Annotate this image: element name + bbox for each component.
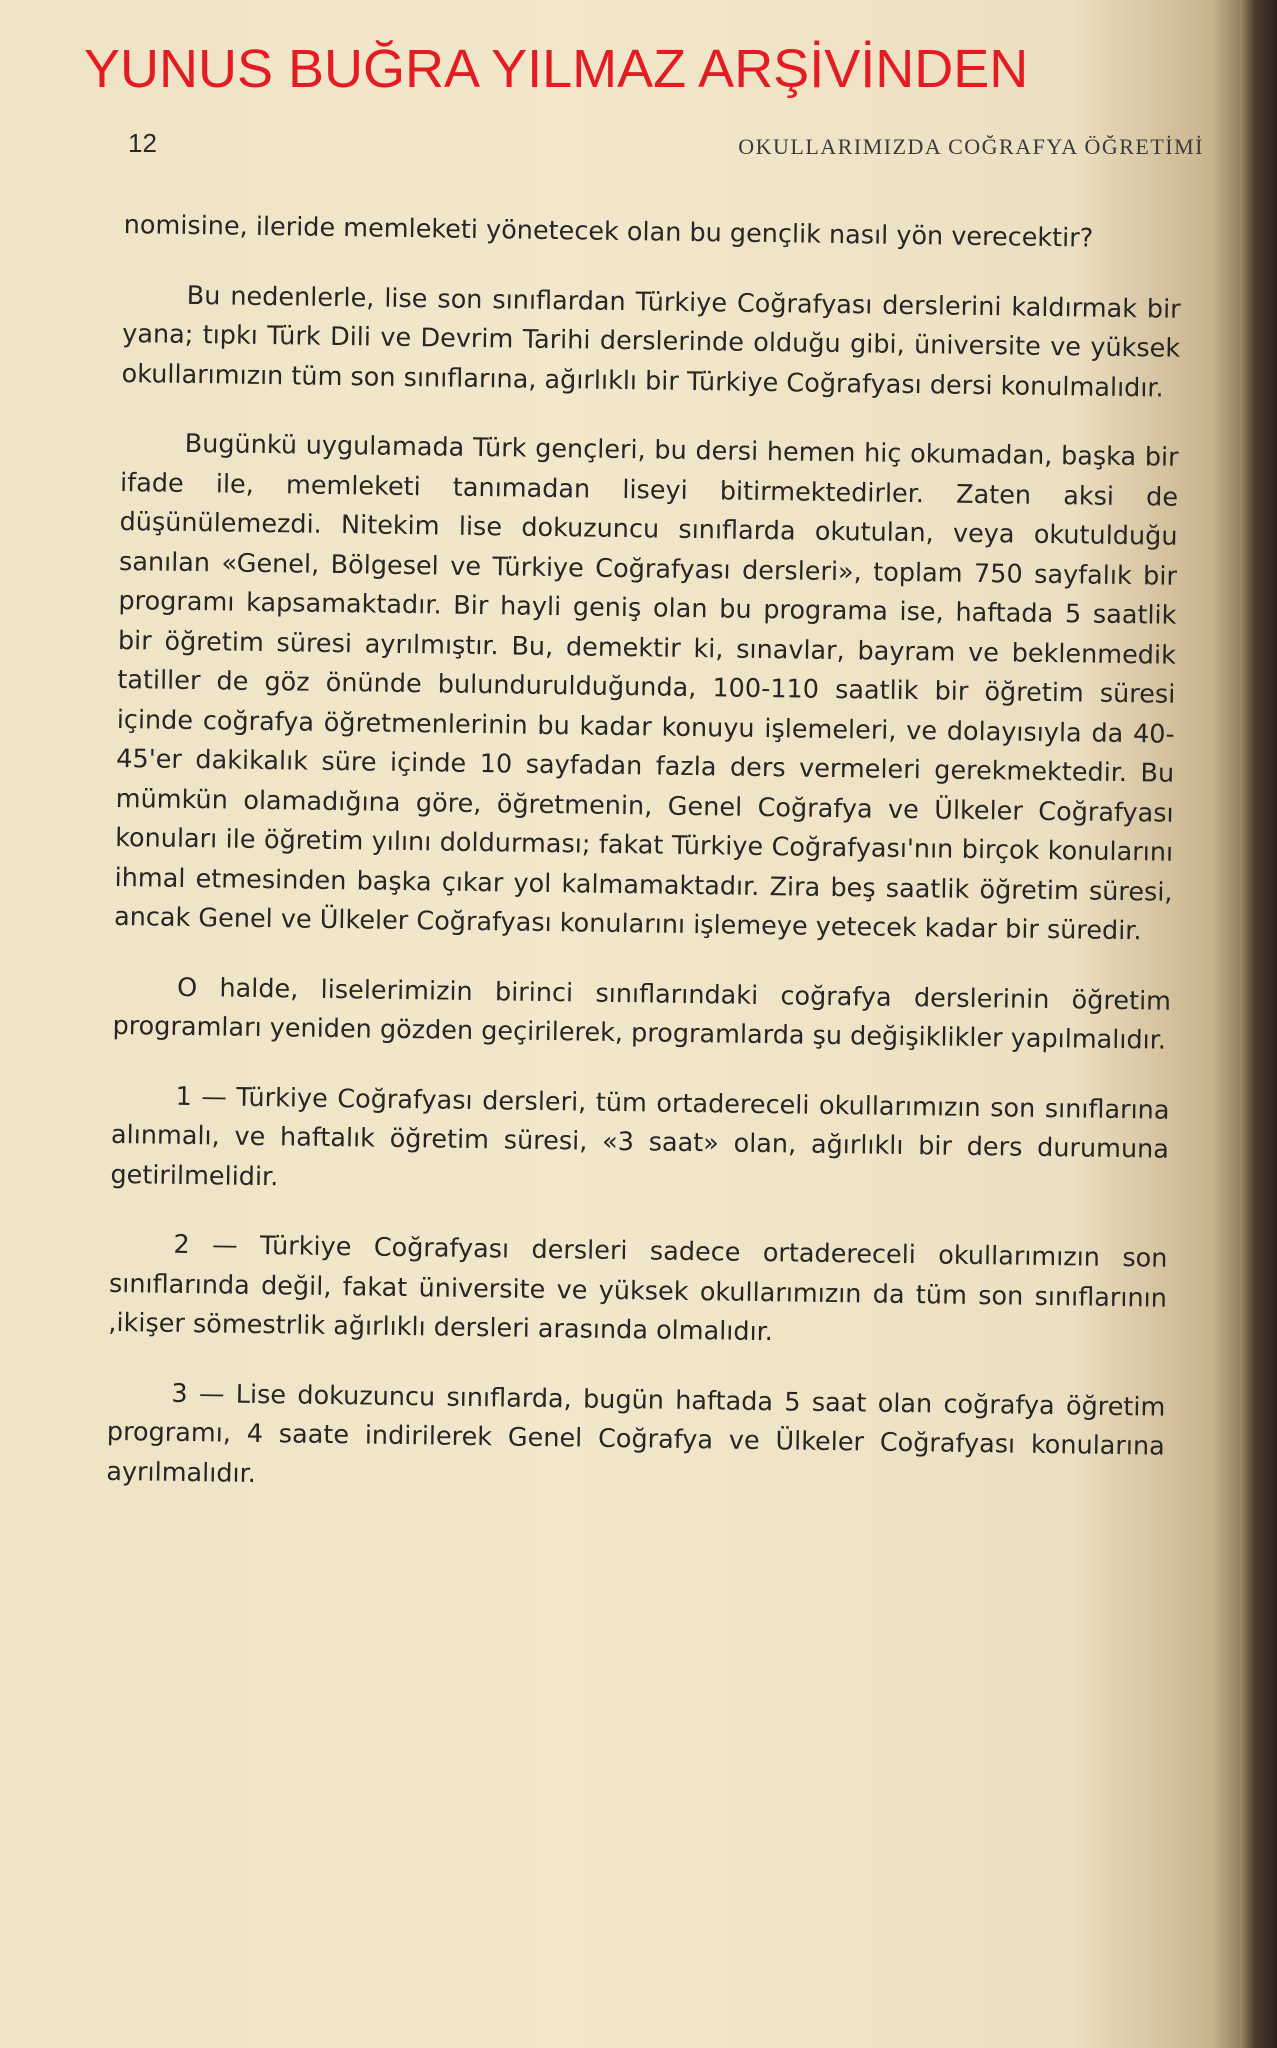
body-text <box>106 206 1182 1537</box>
list-item: 3 — Lise dokuzuncu sınıflarda, bugün haftada 5 saat olan coğrafya öğretim programı, 4 saate indirilerek Genel Coğrafya ve Ülkeler Coğrafyası konularına ayrılmalıdır. <box>106 1378 1166 1489</box>
list-item: 1 — Türkiye Coğrafyası dersleri, tüm ortadereceli okullarımızın son sınıflarına alınmalı, ve haftalık öğretim süresi, «3 saat» olan, ağırlıklı bir ders durumuna getirilmelidir. <box>110 1081 1170 1192</box>
paragraph-continuation: nomisine, ileride memleketi yönetecek olan bu gençlik nasıl yön verecektir? <box>123 209 1094 254</box>
paragraph: Bugünkü uygulamada Türk gençleri, bu dersi hemen hiç okumadan, başka bir ifade ile, memleketi tanımadan liseyi bitirmektedirler. Zaten aksi de düşünülemezdi. Nitekim lise dokuzuncu sınıflarda okutulan, veya okutulduğu sanılan «Genel, Bölgesel ve Türkiye Coğrafyası dersleri», toplam 750 sayfalık bir programı kapsamaktadır. Bir hayli geniş olan bu programa ise, haftada 5 saatlik bir öğretim süresi ayrılmıştır. Bu, demektir ki, sınavlar, bayram ve beklenmedik tatiller de göz önünde bulundurulduğunda, 100-110 saatlik bir öğretim süresi içinde coğrafya öğretmenlerinin bu kadar konuyu işlemeleri, ve dolayısıyla da 40-45'er dakikalık süre içinde 10 sayfadan fazla ders vermeleri gerekmektedir. Bu mümkün olamadığına göre, öğretmenin, Genel Coğrafya ve Ülkeler Coğrafyası konuları ile öğretim yılını doldurması; fakat Türkiye Coğrafyası'nın birçok konularını ihmal etmesinden başka çıkar yol kalmamaktadır. Zira beş saatlik öğretim süresi, ancak Genel ve Ülkeler Coğrafyası konularını işlemeye yetecek kadar bir süredir. <box>113 428 1179 947</box>
page-number: 12 <box>128 128 157 158</box>
page-edge-shadow <box>1240 0 1277 2048</box>
archive-watermark: YUNUS BUĞRA YILMAZ ARŞİVİNDEN <box>84 39 1029 99</box>
paragraph: O halde, liselerimizin birinci sınıflarındaki coğrafya derslerinin öğretim programları yeniden gözden geçirilerek, programlarda şu değişiklikler yapılmalıdır. <box>112 972 1172 1056</box>
paragraph: Bu nedenlerle, lise son sınıflardan Türkiye Coğrafyası derslerini kaldırmak bir yana; tıpkı Türk Dili ve Devrim Tarihi derslerinde olduğu gibi, üniversite ve yüksek okullarımızın tüm son sınıflarına, ağırlıklı bir Türkiye Coğrafyası dersi konulmalıdır. <box>121 280 1181 404</box>
running-head: OKULLARIMIZDA COĞRAFYA ÖĞRETİMİ <box>738 134 1204 159</box>
list-item: 2 — Türkiye Coğrafyası dersleri sadece ortadereceli okullarımızın son sınıflarında değil, fakat üniversite ve yüksek okullarımızın da tüm son sınıflarının ,ikişer sömestrlik ağırlıklı dersleri arasında olmalıdır. <box>108 1229 1168 1348</box>
